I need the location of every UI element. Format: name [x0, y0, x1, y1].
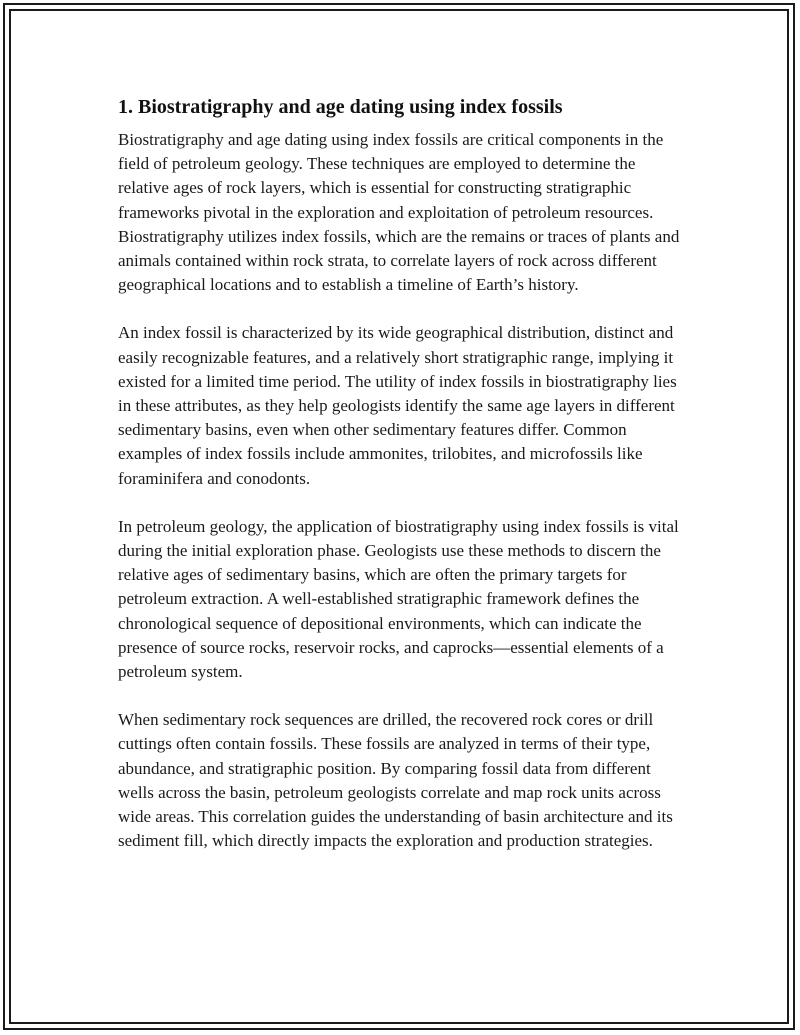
document-body	[118, 94, 688, 877]
section-heading: 1. Biostratigraphy and age dating using index fossils	[118, 96, 563, 118]
paragraph-2: An index fossil is characterized by its wide geographical distribution, distinct and easily recognizable features, and a relatively short stratigraphic range, implying it existed for a limited time period. The utility of index fossils in biostratigraphy lies in these attributes, as they help geologists identify the same age layers in different sedimentary basins, even when other sedimentary features differ. Common examples of index fossils include ammonites, trilobites, and microfossils like foraminifera and conodonts.	[118, 323, 677, 488]
paragraph-3: In petroleum geology, the application of biostratigraphy using index fossils is vital during the initial exploration phase. Geologists use these methods to discern the relative ages of sedimentary basins, which are often the primary targets for petroleum extraction. A well-established stratigraphic framework defines the chronological sequence of depositional environments, which can indicate the presence of source rocks, reservoir rocks, and caprocks—essential elements of a petroleum system.	[118, 516, 679, 682]
paragraph-4: When sedimentary rock sequences are drilled, the recovered rock cores or drill cuttings often contain fossils. These fossils are analyzed in terms of their type, abundance, and stratigraphic position. By comparing fossil data from different wells across the basin, petroleum geologists correlate and map rock units across wide areas. This correlation guides the understanding of basin architecture and its sediment fill, which directly impacts the exploration and production strategies.	[118, 710, 673, 851]
paragraph-1: Biostratigraphy and age dating using index fossils are critical components in the field of petroleum geology. These techniques are employed to determine the relative ages of rock layers, which is essential for constructing stratigraphic frameworks pivotal in the exploration and exploitation of petroleum resources. Biostratigraphy utilizes index fossils, which are the remains or traces of plants and animals contained within rock strata, to correlate layers of rock across different geographical locations and to establish a timeline of Earth’s history.	[118, 130, 680, 295]
